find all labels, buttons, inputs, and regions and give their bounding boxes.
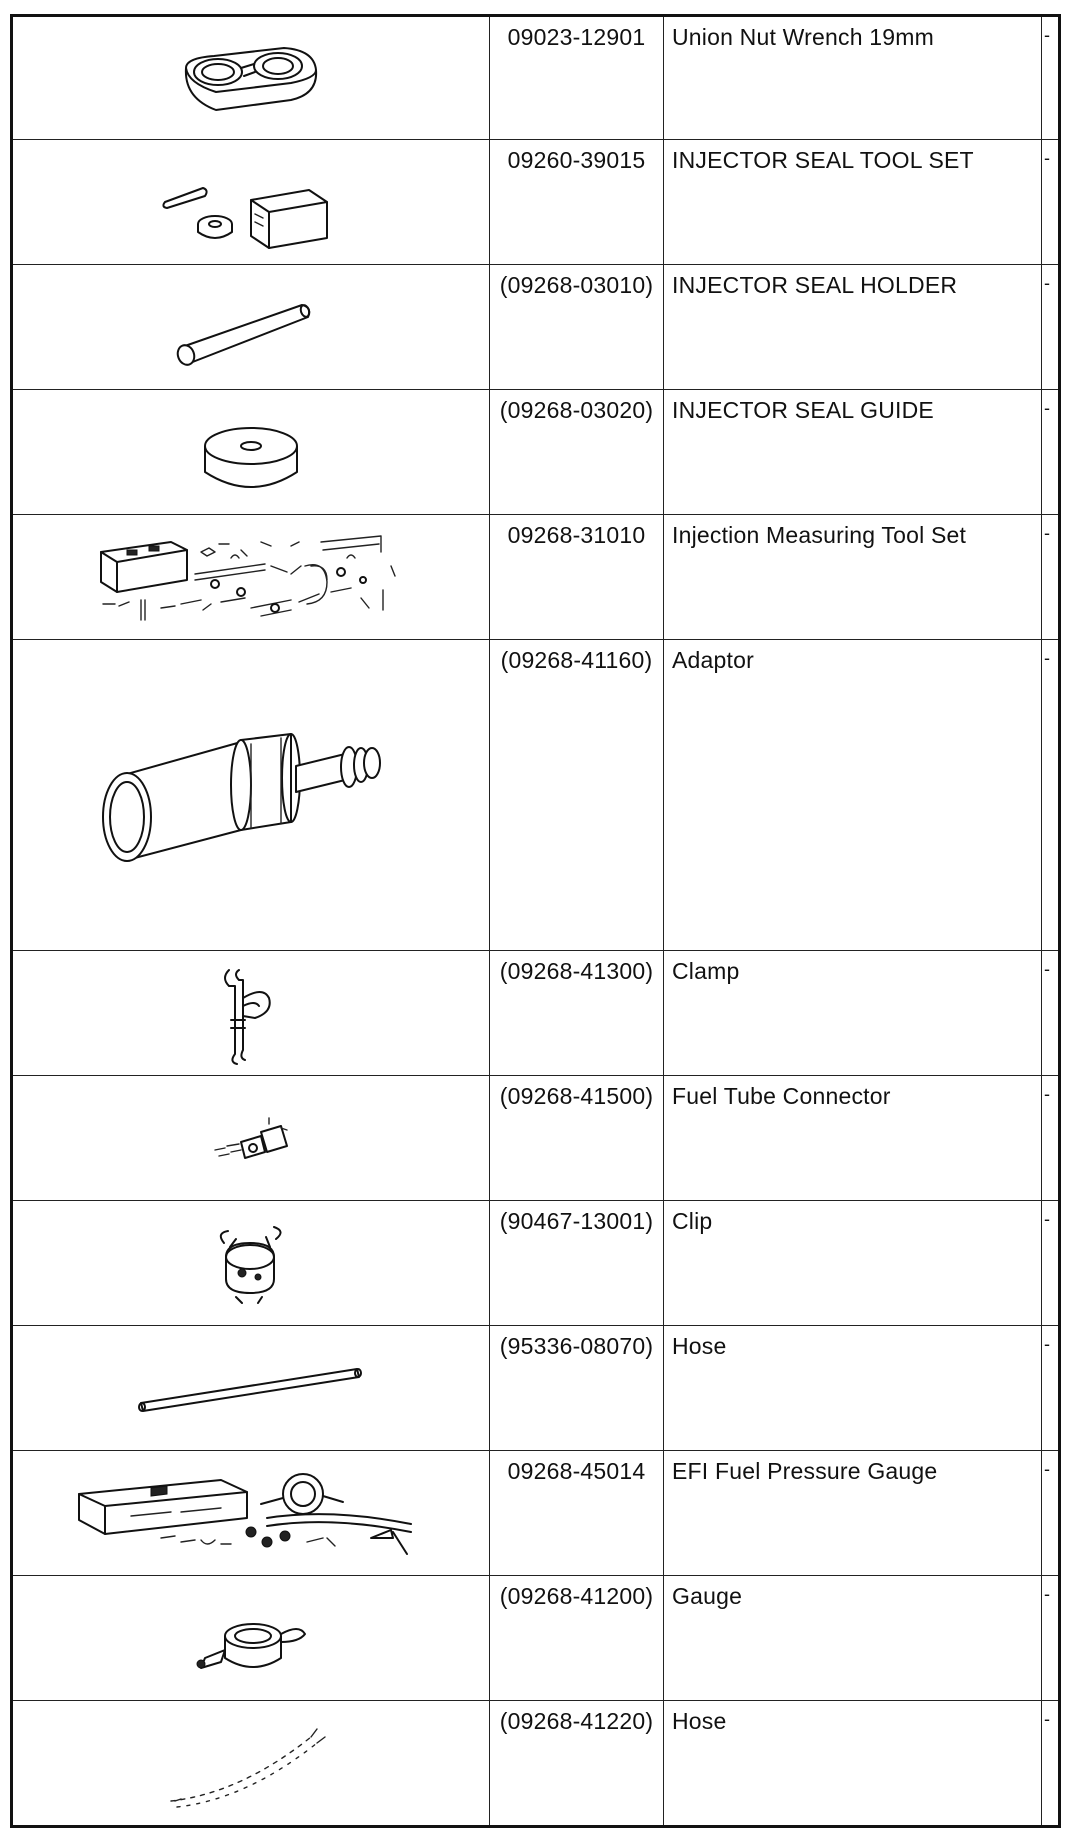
note-cell: - [1042,951,1060,1076]
tool-illustration-cell [12,1201,490,1326]
tool-illustration-cell [12,640,490,951]
table-row [12,140,1060,265]
injection-measuring-tool-set-icon [91,522,411,632]
part-number: (95336-08070) [490,1326,664,1451]
tool-illustration-cell [12,1451,490,1576]
special-service-tools-table [10,14,1061,1828]
part-number: 09023-12901 [490,16,664,140]
hose-icon [161,1713,341,1813]
note-cell: - [1042,1701,1060,1827]
table-row [12,1576,1060,1701]
part-number: (09268-03020) [490,390,664,515]
tool-illustration-cell [12,1701,490,1827]
part-number: (09268-41160) [490,640,664,951]
efi-fuel-pressure-gauge-icon [71,1458,431,1568]
tool-illustration-cell [12,140,490,265]
note-cell: - [1042,1076,1060,1201]
tool-name: Union Nut Wrench 19mm [664,16,1042,140]
table-row [12,1451,1060,1576]
tool-name: Injection Measuring Tool Set [664,515,1042,640]
clamp-icon [211,958,291,1068]
table-row [12,515,1060,640]
tool-illustration-cell [12,951,490,1076]
table-row [12,390,1060,515]
table-row [12,951,1060,1076]
part-number: (90467-13001) [490,1201,664,1326]
table-row [12,1701,1060,1827]
gauge-icon [181,1588,321,1688]
tool-illustration-cell [12,1576,490,1701]
tool-name: Fuel Tube Connector [664,1076,1042,1201]
fuel-tube-connector-icon [201,1088,301,1188]
tool-illustration-cell [12,16,490,140]
table-row [12,16,1060,140]
table-row [12,1201,1060,1326]
note-cell: - [1042,1451,1060,1576]
part-number: 09268-45014 [490,1451,664,1576]
part-number: (09268-41300) [490,951,664,1076]
table-row [12,265,1060,390]
note-cell: - [1042,265,1060,390]
tool-name: Clamp [664,951,1042,1076]
tool-name: INJECTOR SEAL HOLDER [664,265,1042,390]
note-cell: - [1042,390,1060,515]
injector-seal-tool-set-icon [151,152,351,252]
tool-illustration-cell [12,1326,490,1451]
tool-name: INJECTOR SEAL TOOL SET [664,140,1042,265]
tool-name: Adaptor [664,640,1042,951]
injector-seal-holder-icon [166,277,336,377]
tool-illustration-cell [12,265,490,390]
tool-name: INJECTOR SEAL GUIDE [664,390,1042,515]
table-row [12,640,1060,951]
part-number: (09268-41200) [490,1576,664,1701]
adaptor-icon [91,710,411,880]
part-number: 09260-39015 [490,140,664,265]
note-cell: - [1042,16,1060,140]
tool-illustration-cell [12,515,490,640]
tool-name: Gauge [664,1576,1042,1701]
note-cell: - [1042,1576,1060,1701]
table-row [12,1076,1060,1201]
union-nut-wrench-icon [166,28,336,128]
tool-name: Clip [664,1201,1042,1326]
part-number: (09268-03010) [490,265,664,390]
note-cell: - [1042,640,1060,951]
part-number: (09268-41220) [490,1701,664,1827]
tool-name: EFI Fuel Pressure Gauge [664,1451,1042,1576]
table-row [12,1326,1060,1451]
tool-illustration-cell [12,1076,490,1201]
clip-icon [206,1213,296,1313]
note-cell: - [1042,140,1060,265]
tool-name: Hose [664,1701,1042,1827]
part-number: (09268-41500) [490,1076,664,1201]
injector-seal-guide-icon [191,402,311,502]
part-number: 09268-31010 [490,515,664,640]
tool-illustration-cell [12,390,490,515]
note-cell: - [1042,515,1060,640]
tool-name: Hose [664,1326,1042,1451]
note-cell: - [1042,1201,1060,1326]
note-cell: - [1042,1326,1060,1451]
hose-icon [131,1353,371,1423]
